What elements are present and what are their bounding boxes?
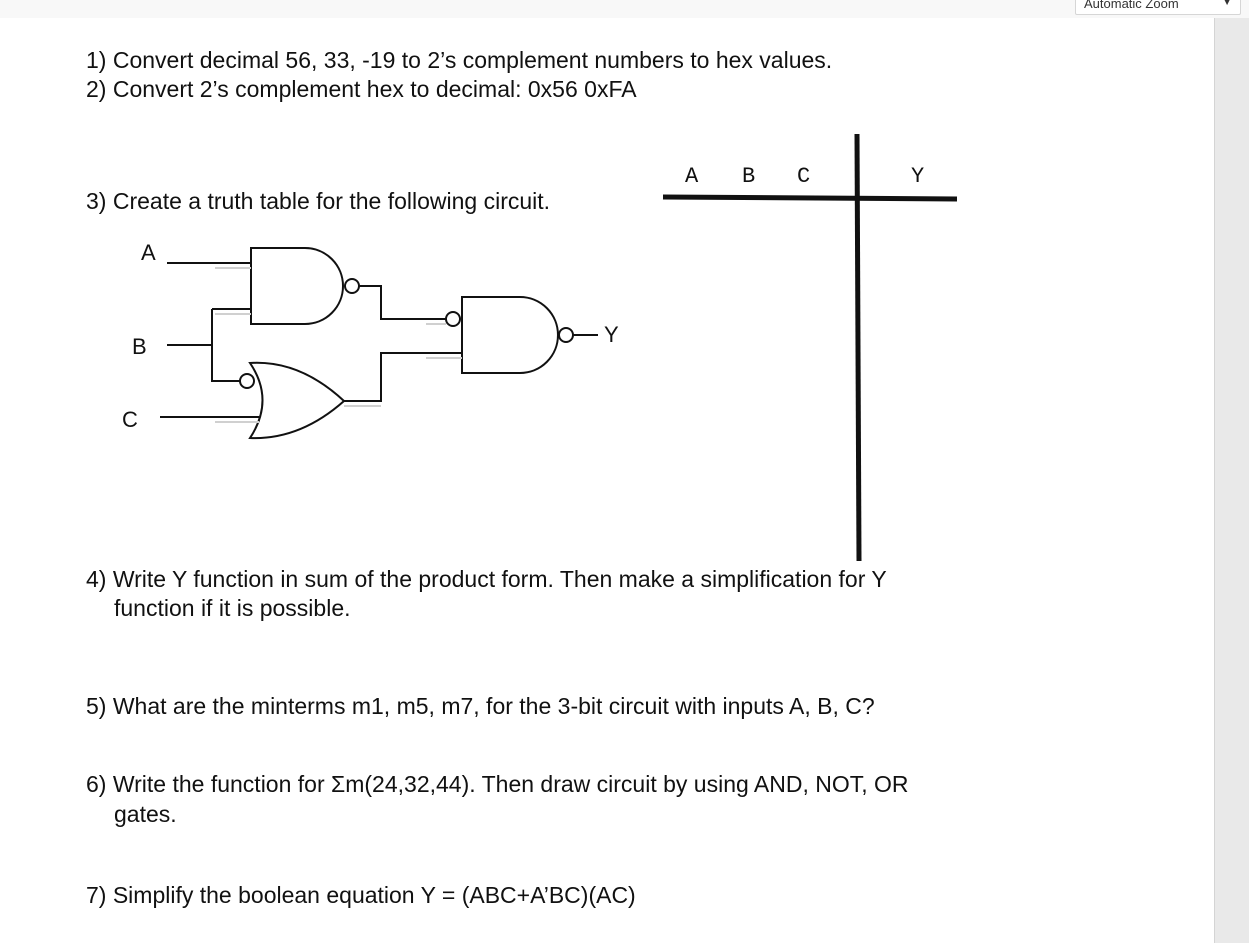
- output-y-label: Y: [604, 322, 619, 347]
- input-b-label: B: [132, 334, 147, 359]
- question-4: 4) Write Y function in sum of the product form. Then make a simplification for Y: [86, 566, 887, 592]
- question-3: 3) Create a truth table for the following circuit.: [86, 188, 551, 214]
- question-6: 6) Write the function for Σm(24,32,44). Then draw circuit by using AND, NOT, OR: [86, 771, 909, 797]
- table-header-y: Y: [911, 164, 925, 189]
- chevron-down-icon: ▼: [1222, 0, 1232, 8]
- table-header-b: B: [742, 164, 756, 189]
- input-c-label: C: [122, 407, 138, 432]
- question-4-continued: function if it is possible.: [114, 595, 351, 621]
- table-header-a: A: [685, 164, 699, 189]
- question-2: 2) Convert 2’s complement hex to decimal: 0x56 0xFA: [86, 76, 637, 102]
- question-6-continued: gates.: [114, 801, 177, 827]
- question-5: 5) What are the minterms m1, m5, m7, for the 3-bit circuit with inputs A, B, C?: [86, 693, 875, 719]
- question-1: 1) Convert decimal 56, 33, -19 to 2’s complement numbers to hex values.: [86, 47, 833, 73]
- question-7: 7) Simplify the boolean equation Y = (ABC+A’BC)(AC): [86, 882, 636, 908]
- table-header-c: C: [797, 164, 811, 189]
- input-a-label: A: [141, 240, 156, 265]
- zoom-label: Automatic Zoom: [1084, 0, 1179, 11]
